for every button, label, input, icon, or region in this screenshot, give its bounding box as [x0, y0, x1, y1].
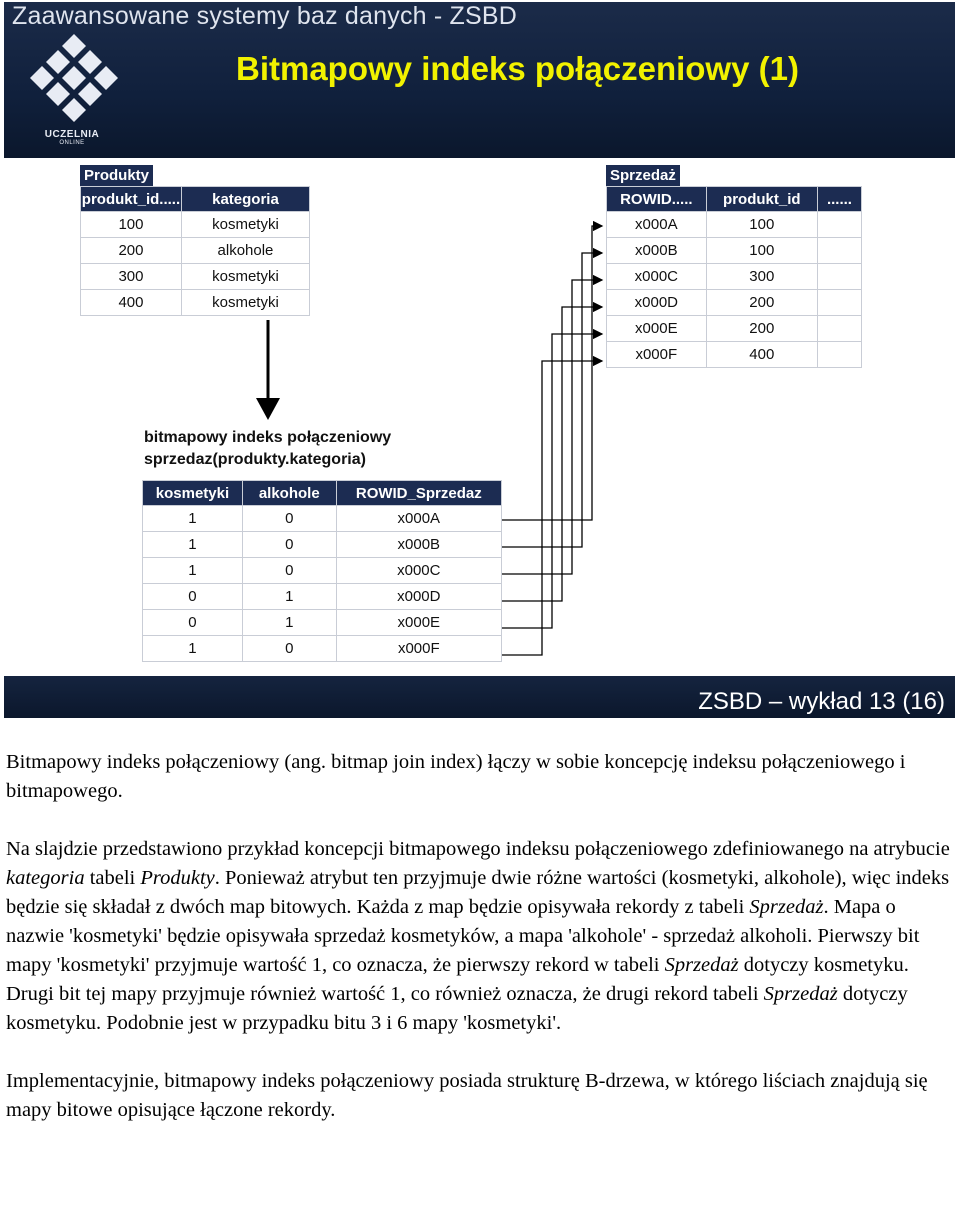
table-cell: x000D: [607, 290, 707, 316]
table-cell: 1: [143, 558, 243, 584]
table-cell: 0: [242, 636, 336, 662]
text-span: dotyczy kosmetyku. Podobnie jest w przypadku bitu 3 i 6 mapy 'kosmetyki'.: [6, 983, 908, 1034]
italic-term: Sprzedaż: [763, 983, 838, 1005]
table-cell: x000C: [607, 264, 707, 290]
logo-line1: UCZELNIA: [44, 129, 100, 140]
index-header-kosmetyki: kosmetyki: [143, 481, 243, 506]
table-cell: 1: [143, 636, 243, 662]
slide-title: Bitmapowy indeks połączeniowy (1): [236, 50, 799, 87]
slide-footer-text: ZSBD – wykład 13 (16): [698, 688, 945, 715]
table-cell: 0: [143, 584, 243, 610]
text-span: Na slajdzie przedstawiono przykład koncepcji bitmapowego indeksu połączeniowego zdefiniowanego na atrybucie: [6, 838, 950, 860]
produkty-header-kategoria: kategoria: [181, 187, 309, 212]
table-cell: kosmetyki: [181, 212, 309, 238]
text-span: tabeli: [84, 867, 141, 889]
table-cell: 0: [242, 506, 336, 532]
table-cell: kosmetyki: [181, 290, 309, 316]
table-cell: x000A: [336, 506, 501, 532]
course-title: Zaawansowane systemy baz danych - ZSBD: [12, 2, 518, 30]
italic-term: kategoria: [6, 867, 85, 889]
italic-term: Sprzedaż: [749, 896, 824, 918]
table-cell: x000E: [336, 610, 501, 636]
table-cell: 200: [706, 316, 817, 342]
sprzedaz-caption: Sprzedaż: [606, 165, 680, 186]
logo-line2: ONLINE: [59, 140, 85, 146]
sprzedaz-header-rowid: ROWID.....: [607, 187, 707, 212]
down-arrowhead-icon: [256, 398, 280, 420]
table-cell: x000A: [607, 212, 707, 238]
table-cell: 400: [81, 290, 182, 316]
table-cell: x000D: [336, 584, 501, 610]
table-cell: 0: [242, 532, 336, 558]
table-cell: 1: [143, 532, 243, 558]
table-cell: 1: [242, 610, 336, 636]
table-cell: 1: [242, 584, 336, 610]
table-cell: 200: [706, 290, 817, 316]
table-cell: x000F: [336, 636, 501, 662]
table-cell: 400: [706, 342, 817, 368]
index-caption-line1: bitmapowy indeks połączeniowy: [144, 429, 392, 446]
table-cell: 0: [242, 558, 336, 584]
sprzedaz-header-produkt-id: produkt_id: [706, 187, 817, 212]
connector-arrows: [4, 2, 955, 718]
italic-term: Produkty: [140, 867, 215, 889]
text-span: . Mapa o nazwie 'kosmetyki' będzie opisywała sprzedaż kosmetyków, a mapa 'alkohole' - sprzedaż alkoholi. Pierwszy bit mapy 'kosmetyki' przyjmuje wartość 1, co oznacza, że pierwszy rekord w tabeli: [6, 896, 920, 976]
table-cell: kosmetyki: [181, 264, 309, 290]
table-cell: 100: [706, 238, 817, 264]
table-cell: alkohole: [181, 238, 309, 264]
table-cell: x000B: [607, 238, 707, 264]
table-cell: 1: [143, 506, 243, 532]
table-cell: x000F: [607, 342, 707, 368]
slide: [4, 2, 955, 718]
table-cell: 300: [81, 264, 182, 290]
table-cell: x000B: [336, 532, 501, 558]
table-cell: 100: [706, 212, 817, 238]
table-cell: 200: [81, 238, 182, 264]
italic-term: Sprzedaż: [664, 954, 739, 976]
index-header-alkohole: alkohole: [242, 481, 336, 506]
table-cell: 100: [81, 212, 182, 238]
text-span: dotyczy kosmetyku. Drugi bit tej mapy przyjmuje również wartość 1, co również oznacza, że drugi rekord tabeli: [6, 954, 909, 1005]
text-span: . Ponieważ atrybut ten przyjmuje dwie różne wartości (kosmetyki, alkohole), więc indeks będzie się składał z dwóch map bitowych. Każda z map będzie opisywała rekordy z tabeli: [6, 867, 950, 918]
produkty-caption: Produkty: [80, 165, 153, 186]
sprzedaz-header-more: ......: [817, 187, 861, 212]
table-cell: 300: [706, 264, 817, 290]
notes-paragraph-1: Bitmapowy indeks połączeniowy (ang. bitmap join index) łączy w sobie koncepcję indeksu połączeniowego i bitmapowego.: [6, 751, 906, 802]
table-cell: x000C: [336, 558, 501, 584]
produkty-header-id: produkt_id.....: [81, 187, 182, 212]
notes-paragraph-2: [6, 835, 956, 1038]
slide-notes: [6, 748, 956, 1154]
index-header-rowid: ROWID_Sprzedaz: [336, 481, 501, 506]
connector-line-5: [502, 334, 602, 628]
table-cell: x000E: [607, 316, 707, 342]
slide-footer: [4, 676, 955, 718]
notes-paragraph-3: Implementacyjnie, bitmapowy indeks połączeniowy posiada strukturę B-drzewa, w którego liściach znajdują się mapy bitowe opisujące łączone rekordy.: [6, 1070, 928, 1121]
index-caption-line2: sprzedaz(produkty.kategoria): [144, 451, 366, 468]
table-cell: 0: [143, 610, 243, 636]
